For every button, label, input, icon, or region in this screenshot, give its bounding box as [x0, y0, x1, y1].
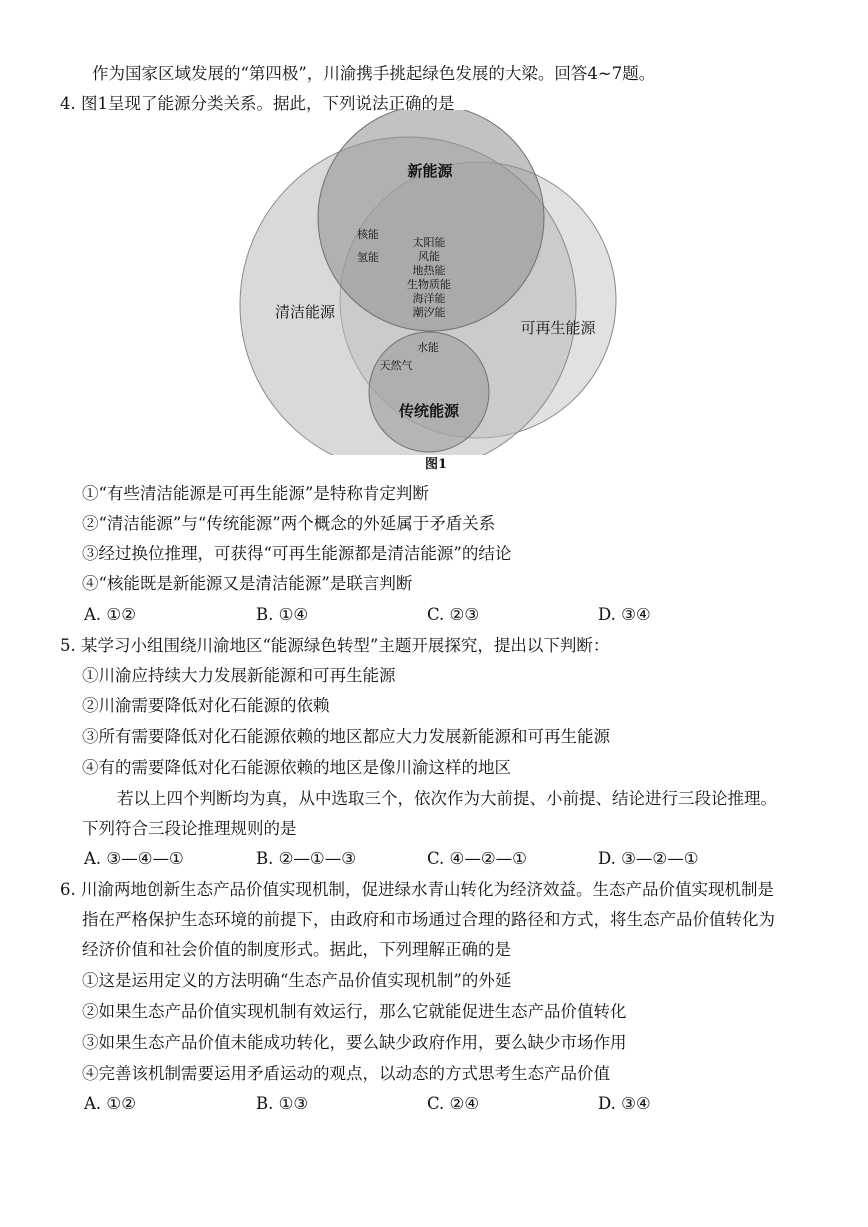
q4-item-2: ②“清洁能源”与“传统能源”两个概念的外延属于矛盾关系 — [82, 514, 496, 533]
wind-label: 风能 — [418, 250, 440, 263]
q6-item-4: ④完善该机制需要运用矛盾运动的观点，以动态的方式思考生态产品价值 — [82, 1064, 610, 1083]
q5-paragraph-2: 下列符合三段论推理规则的是 — [82, 819, 297, 838]
q5-option-b: B. ②—①—③ — [256, 849, 356, 868]
q6-item-2: ②如果生态产品价值实现机制有效运行，那么它就能促进生态产品价值转化 — [82, 1002, 627, 1021]
q4-option-c: C. ②③ — [427, 605, 480, 624]
q4-option-b: B. ①④ — [256, 605, 309, 624]
q6-item-3: ③如果生态产品价值未能成功转化，要么缺少政府作用，要么缺少市场作用 — [82, 1033, 627, 1052]
geothermal-label: 地热能 — [412, 264, 446, 277]
q5-item-3: ③所有需要降低对化石能源依赖的地区都应大力发展新能源和可再生能源 — [82, 727, 610, 746]
ocean-label: 海洋能 — [412, 292, 446, 305]
q6-stem-line-1: 6. 川渝两地创新生态产品价值实现机制，促进绿水青山转化为经济效益。生态产品价值实现机制是 — [60, 880, 774, 899]
new-energy-label: 新能源 — [407, 162, 453, 180]
q5-item-1: ①川渝应持续大力发展新能源和可再生能源 — [82, 666, 396, 685]
q4-item-1: ①“有些清洁能源是可再生能源”是特称肯定判断 — [82, 484, 429, 503]
nuclear-label: 核能 — [357, 228, 379, 241]
clean-energy-label: 清洁能源 — [274, 303, 336, 321]
intro-line: 作为国家区域发展的“第四极”，川渝携手挑起绿色发展的大梁。回答4~7题。 — [92, 64, 656, 83]
q5-item-2: ②川渝需要降低对化石能源的依赖 — [82, 696, 330, 715]
solar-label: 太阳能 — [412, 236, 446, 249]
natural-gas-label: 天然气 — [379, 359, 413, 372]
hydrogen-label: 氢能 — [357, 251, 379, 264]
q4-option-d: D. ③④ — [598, 605, 651, 624]
q6-option-c: C. ②④ — [427, 1094, 480, 1113]
q6-option-a: A. ①② — [84, 1094, 136, 1113]
q6-item-1: ①这是运用定义的方法明确“生态产品价值实现机制”的外延 — [82, 971, 512, 990]
figure-caption: 图1 — [425, 457, 448, 472]
energy-venn-figure — [233, 110, 625, 455]
q5-option-d: D. ③—②—① — [598, 849, 699, 868]
q5-option-a: A. ③—④—① — [84, 849, 184, 868]
q4-item-3: ③经过换位推理，可获得“可再生能源都是清洁能源”的结论 — [82, 544, 512, 563]
q5-item-4: ④有的需要降低对化石能源依赖的地区是像川渝这样的地区 — [82, 758, 511, 777]
hydro-label: 水能 — [417, 341, 439, 354]
venn-diagram — [233, 110, 625, 455]
q5-option-c: C. ④—②—① — [427, 849, 527, 868]
q5-stem: 5. 某学习小组围绕川渝地区“能源绿色转型”主题开展探究，提出以下判断： — [60, 636, 610, 655]
q4-stem: 4. 图1呈现了能源分类关系。据此，下列说法正确的是 — [60, 94, 455, 113]
biomass-label: 生物质能 — [407, 278, 451, 291]
q6-option-d: D. ③④ — [598, 1094, 651, 1113]
q6-option-b: B. ①③ — [256, 1094, 309, 1113]
q5-paragraph-1: 若以上四个判断均为真，从中选取三个，依次作为大前提、小前提、结论进行三段论推理。 — [117, 789, 777, 808]
q4-item-4: ④“核能既是新能源又是清洁能源”是联言判断 — [82, 574, 413, 593]
q6-stem-line-2: 指在严格保护生态环境的前提下，由政府和市场通过合理的路径和方式，将生态产品价值转化为 — [82, 910, 775, 929]
tidal-label: 潮汐能 — [412, 306, 446, 319]
q6-stem-line-3: 经济价值和社会价值的制度形式。据此，下列理解正确的是 — [82, 940, 511, 959]
traditional-energy-label: 传统能源 — [398, 402, 460, 420]
q4-option-a: A. ①② — [84, 605, 136, 624]
renewable-energy-label: 可再生能源 — [520, 319, 596, 337]
